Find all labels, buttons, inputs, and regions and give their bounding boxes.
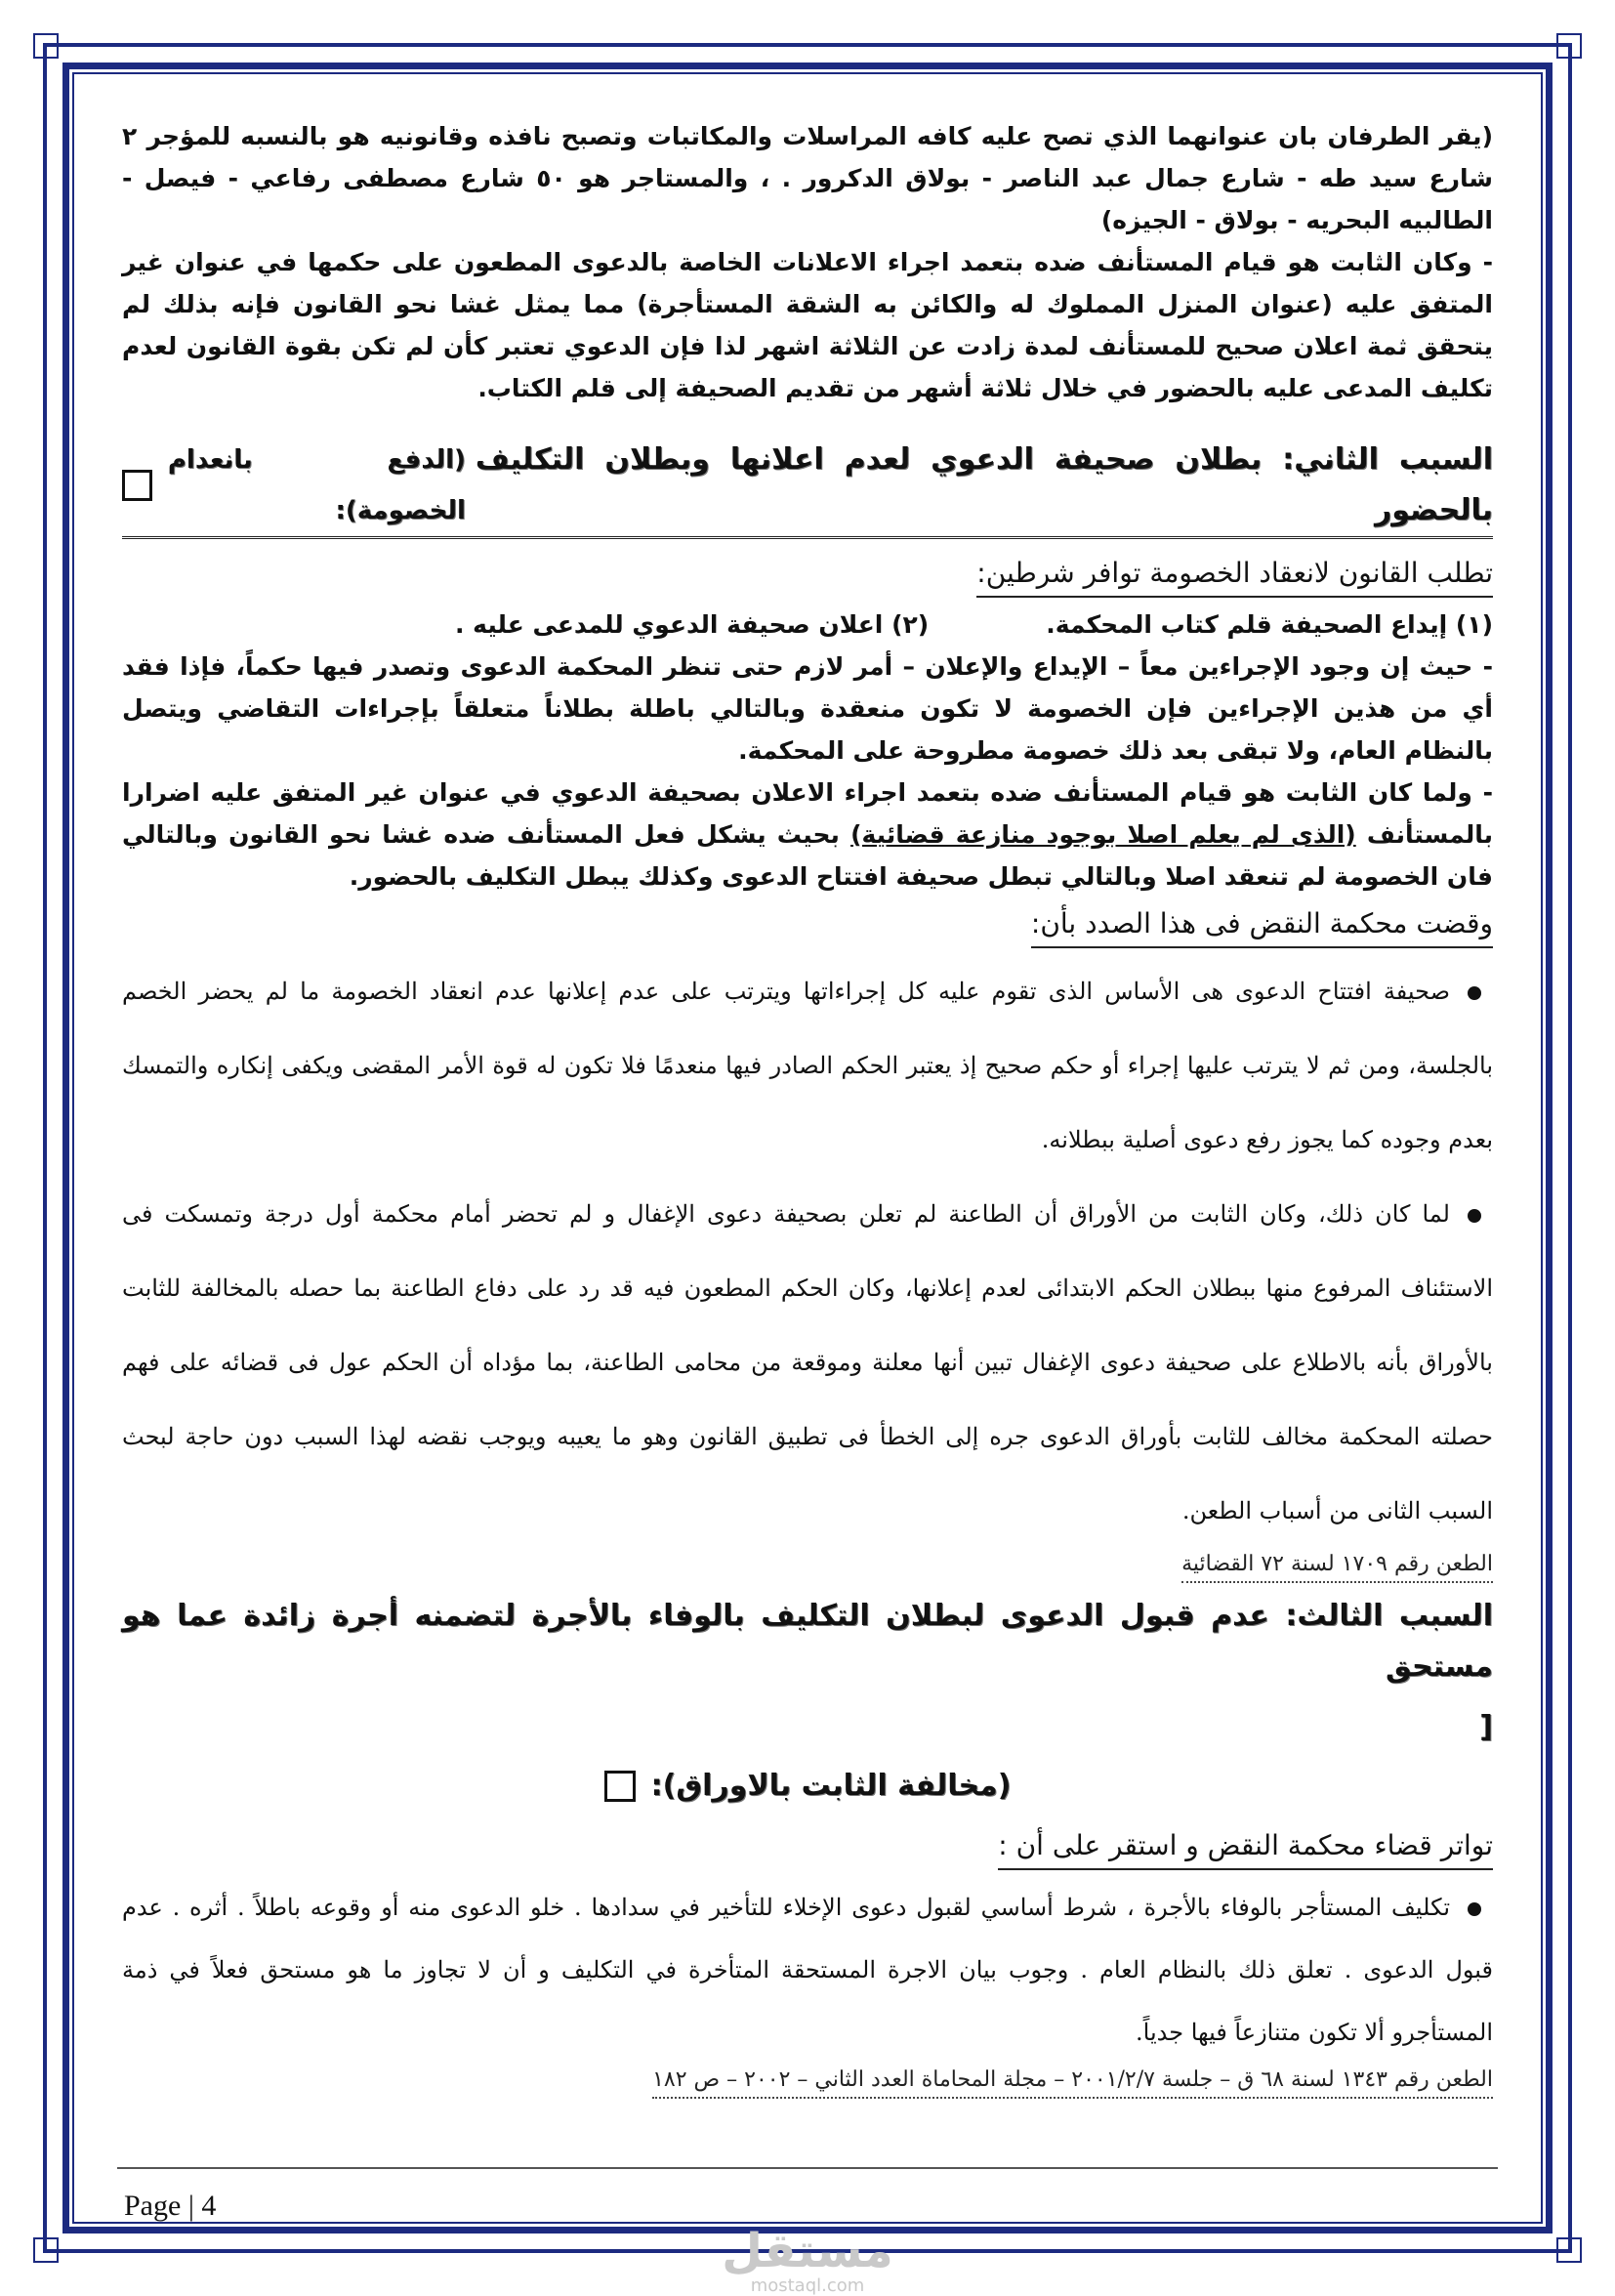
document-body xyxy=(122,115,1493,2099)
case-reference: الطعن رقم ١٣٤٣ لسنة ٦٨ ق – جلسة ٢٠٠١/٢/٧ – مجلة المحاماة العدد الثاني – ٢٠٠٢ – ص ١٨٢ xyxy=(652,2064,1493,2099)
paragraph-procedures: - حيث إن وجود الإجراءين معاً – الإيداع والإعلان – أمر لازم حتى تنظر المحكمة الدعوى وتصدر فيها حكماً، فإذا فقد أي من هذين الإجراءين فإن الخصومة لا تكون منعقدة وبالتالي باطلة بطلاناً متعلقاً بإجراءات التقاضي ويتصل بالنظام العام، ولا تبقى بعد ذلك خصومة مطروحة على المحكمة. xyxy=(122,652,1493,765)
section-heading-second-reason xyxy=(122,435,1493,539)
bullet-item: صحيفة افتتاح الدعوى هى الأساس الذى تقوم عليه كل إجراءاتها ويترتب على عدم إعلانها عدم انعقاد الخصومة ما لم يحضر الخصم بالجلسة، ومن ثم لا يترتب عليها إجراء أو حكم صحيح إذ يعتبر الحكم الصادر فيها منعدمًا فلا تكون له قوة الأمر المقضى ويكفى إنكاره والتمسك بعدم وجوده كما يجوز رفع دعوى أصلية ببطلانه. xyxy=(122,978,1493,1153)
underlined-phrase: (الذى لم يعلم اصلا بوجود منازعة قضائية) xyxy=(850,820,1356,849)
condition-item: (٢) اعلان صحيفة الدعوي للمدعى عليه . xyxy=(454,610,930,639)
bracket-icon: [ xyxy=(1479,1710,1493,1744)
section-title: السبب الثالث: عدم قبول الدعوى لبطلان التكليف بالوفاء بالأجرة لتضمنه أجرة زائدة عما هو مستحق xyxy=(122,1599,1493,1684)
bullet-item: لما كان ذلك، وكان الثابت من الأوراق أن الطاعنة لم تعلن بصحيفة دعوى الإغفال و لم تحضر أمام محكمة أول درجة وتمسكت فى الاستئناف المرفوع منها ببطلان الحكم الابتدائى لعدم إعلانها، وكان الحكم المطعون فيه قد رد على دفاع الطاعنة بما حصله بالمخالفة للثابت بالأوراق بأنه بالاطلاع على صحيفة دعوى الإغفال تبين أنها معلنة وموقعة من محامى الطاعنة، بما مؤداه أن الحكم عول فى قضائه على فهم حصلته المحكمة مخالف للثابت بأوراق الدعوى جره إلى الخطأ فى تطبيق القانون وهو ما يعيبه ويوجب نقضه لهذا السبب دون حاجة لبحث السبب الثانى من أسباب الطعن. xyxy=(122,1200,1493,1524)
section-title-paren: (الدفع بانعدام الخصومة): xyxy=(167,445,466,525)
case-reference: الطعن رقم ١٧٠٩ لسنة ٧٢ القضائية xyxy=(1181,1548,1493,1583)
checkbox-icon xyxy=(604,1771,636,1802)
watermark-logo: مستقل xyxy=(722,2224,893,2278)
watermark-url: mostaql.com xyxy=(750,2275,865,2296)
bullet-icon xyxy=(1468,1902,1481,1916)
section-heading-third-sub xyxy=(122,1761,1493,1812)
conditions-list xyxy=(122,604,1493,646)
bullet-icon xyxy=(1468,986,1481,1000)
bullet-icon xyxy=(1468,1209,1481,1223)
subheading-court-ruling: وقضت محكمة النقض فى هذا الصدد بأن: xyxy=(1031,901,1493,948)
section-title: السبب الثاني: بطلان صحيفة الدعوي لعدم اعلانها وبطلان التكليف بالحضور xyxy=(475,442,1493,527)
page-number: Page | 4 xyxy=(124,2190,217,2222)
checkbox-icon xyxy=(122,470,152,501)
subheading-established-ruling: تواتر قضاء محكمة النقض و استقر على أن : xyxy=(998,1823,1493,1870)
section-heading-third-reason xyxy=(122,1591,1493,1753)
paragraph-fraud: - ولما كان الثابت هو قيام المستأنف ضده بتعمد اجراء الاعلان بصحيفة الدعوي في عنوان غير المتفق عليه اضرارا بالمستأنف (الذى لم يعلم اصلا بوجود منازعة قضائية) بحيث يشكل فعل المستأنف ضده غشا نحو القانون وبالتالي فان الخصومة لم تنعقد اصلا وبالتالي تبطل صحيفة افتتاح الدعوى وكذلك يبطل التكليف بالحضور. xyxy=(122,778,1493,891)
watermark xyxy=(0,2226,1615,2296)
intro-paragraph-address: (يقر الطرفان بان عنوانهما الذي تصح عليه كافه المراسلات والمكاتبات وتصبح نافذه وقانونيه هو بالنسبه للمؤجر ٢ شارع سيد طه - شارع جمال عبد الناصر - بولاق الدكرور . ، والمستاجر هو ٥٠ شارع مصطفى رفاعي - فيصل - الطالبيه البحريه - بولاق - الجيزه) xyxy=(122,122,1493,234)
condition-item: (١) إيداع الصحيفة قلم كتاب المحكمة. xyxy=(1046,610,1493,639)
footer-rule xyxy=(117,2167,1498,2169)
bullet-item: تكليف المستأجر بالوفاء بالأجرة ، شرط أساسي لقبول دعوى الإخلاء للتأخير في سدادها . خلو الدعوى منه أو وقوعه باطلاً . أثره . عدم قبول الدعوى . تعلق ذلك بالنظام العام . وجوب بيان الاجرة المستحقة المتأخرة في التكليف و أن لا تجاوز ما هو مستحق فعلاً في ذمة المستأجرو ألا تكون متنازعاً فيها جدياً. xyxy=(122,1894,1493,2046)
section-subtitle: (مخالفة الثابت بالاوراق): xyxy=(650,1769,1012,1803)
intro-paragraph-notice: - وكان الثابت هو قيام المستأنف ضده بتعمد اجراء الاعلانات الخاصة بالدعوى المطعون على حكمها في عنوان غير المتفق عليه (عنوان المنزل المملوك له والكائن به الشقة المستأجرة) مما يمثل غشا نحو القانون فإنه بذلك لم يتحقق ثمة اعلان صحيح للمستأنف لمدة زادت عن الثلاثة اشهر لذا فإن الدعوي تعتبر كأن لم تكن بقوة القانون لعدم تكليف المدعى عليه بالحضور في خلال ثلاثة أشهر من تقديم الصحيفة إلى قلم الكتاب. xyxy=(122,248,1493,402)
subheading-conditions: تطلب القانون لانعقاد الخصومة توافر شرطين: xyxy=(976,551,1493,598)
